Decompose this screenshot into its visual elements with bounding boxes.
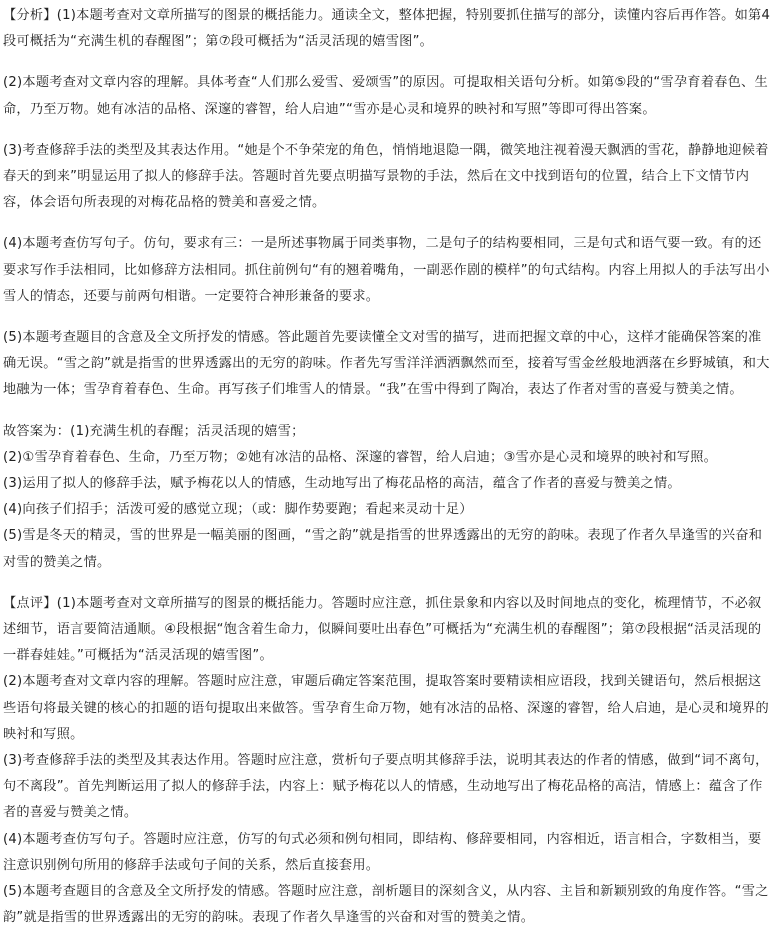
answer-q3: (3)运用了拟人的修辞手法，赋予梅花以人的情感，生动地写出了梅花品格的高洁，蕴含了作者的喜爱与赞美之情。: [3, 476, 681, 492]
comment-intro: 【点评】(1)本题考查对文章所描写的图景的概括能力。答题时应注意，抓住景象和内容以及时间地点的变化，梳理情节，不必叙述细节，语言要简洁通顺。④段根据“饱含着生命力，似瞬间要吐出春色”可概括为“充满生机的春醒图”；第⑦段根据“活灵活现的一群春娃娃。”可概括为“活灵活现的嬉雪图”。: [3, 595, 762, 664]
analysis-q2: (2)本题考查对文章内容的理解。具体考查“人们那么爱雪、爱颂雪”的原因。可提取相关语句分析。如第⑤段的“雪孕育着春色、生命，乃至万物。她有冰洁的品格、深邃的睿智，给人启迪”“雪亦是心灵和境界的映衬和写照”等即可得出答案。: [3, 75, 768, 117]
answer-q2: (2)①雪孕育着春色、生命，乃至万物；②她有冰洁的品格、深邃的睿智，给人启迪；③雪亦是心灵和境界的映衬和写照。: [3, 449, 718, 465]
analysis-intro: 【分析】(1)本题考查对文章所描写的图景的概括能力。通读全文，整体把握，特别要抓住描写的部分，读懂内容后再作答。如第4段可概括为“充满生机的春醒图”；第⑦段可概括为“活灵活现的嬉雪图”。: [3, 8, 771, 50]
analysis-q3: (3)考查修辞手法的类型及其表达作用。“她是个不争荣宠的角色，悄悄地退隐一隅，微笑地注视着漫天飘洒的雪花，静静地迎候着春天的到来”明显运用了拟人的修辞手法。答题时首先要点明描写景物的手法，然后在文中找到语句的位置，结合上下文情节内容，体会语句所表现的对梅花品格的赞美和喜爱之情。: [3, 142, 769, 211]
comment-q5: (5)本题考查题目的含意及全文所抒发的情感。答题时应注意，剖析题目的深刻含义，从内容、主旨和新颖别致的角度作答。“雪之韵”就是指雪的世界透露出的无穷的韵味。表现了作者久旱逢雪的兴奋和对雪的赞美之情。: [3, 884, 769, 926]
answer-q1: 故答案为：(1)充满生机的春醒；活灵活现的嬉雪；: [3, 423, 305, 439]
analysis-q4: (4)本题考查仿写句子。仿句，要求有三：一是所述事物属于同类事物，二是句子的结构要相同，三是句式和语气要一致。有的还要求写作手法相同，比如修辞方法相同。抓住前例句“有的翘着嘴角，一副恶作剧的模样”的句式结构。内容上用拟人的手法写出小雪人的情态，还要与前两句相谐。一定要符合神形兼备的要求。: [3, 236, 770, 304]
answer-q5: (5)雪是冬天的精灵，雪的世界是一幅美丽的图画，“雪之韵”就是指雪的世界透露出的无穷的韵味。表现了作者久旱逢雪的兴奋和对雪的赞美之情。: [3, 528, 763, 570]
answer-q4: (4)向孩子们招手；活泼可爱的感觉立现；（或：脚作势要跑；看起来灵动十足）: [3, 502, 473, 518]
analysis-q5: (5)本题考查题目的含意及全文所抒发的情感。答此题首先要读懂全文对雪的描写，进而把握文章的中心，这样才能确保答案的准确无误。“雪之韵”就是指雪的世界透露出的无穷的韵味。作者先写雪洋洋洒洒飘然而至，接着写雪金丝般地洒落在乡野城镇，和大地融为一体；雪孕育着春色、生命。再写孩子们堆雪人的情景。“我”在雪中得到了陶冶，表达了作者对雪的喜爱与赞美之情。: [3, 330, 770, 398]
comment-q3: (3)考查修辞手法的类型及其表达作用。答题时应注意，赏析句子要点明其修辞手法，说明其表达的作者的情感，做到“词不离句，句不离段”。首先判断运用了拟人的修辞手法，内容上：赋予梅花以人的情感，生动地写出了梅花品格的高洁，情感上：蕴含了作者的喜爱与赞美之情。: [3, 753, 769, 821]
comment-q4: (4)本题考查仿写句子。答题时应注意，仿写的句式必须和例句相同，即结构、修辞要相同，内容相近，语言相合，字数相当，要注意识别例句所用的修辞手法或句子间的关系，然后直接套用。: [3, 831, 762, 873]
comment-q2: (2)本题考查对文章内容的理解。答题时应注意，审题后确定答案范围，提取答案时要精读相应语段，找到关键语句，然后根据这些语句将最关键的核心的扣题的语句提取出来做答。雪孕育生命万物，她有冰洁的品格、深邃的睿智，给人启迪，是心灵和境界的映衬和写照。: [3, 674, 769, 742]
